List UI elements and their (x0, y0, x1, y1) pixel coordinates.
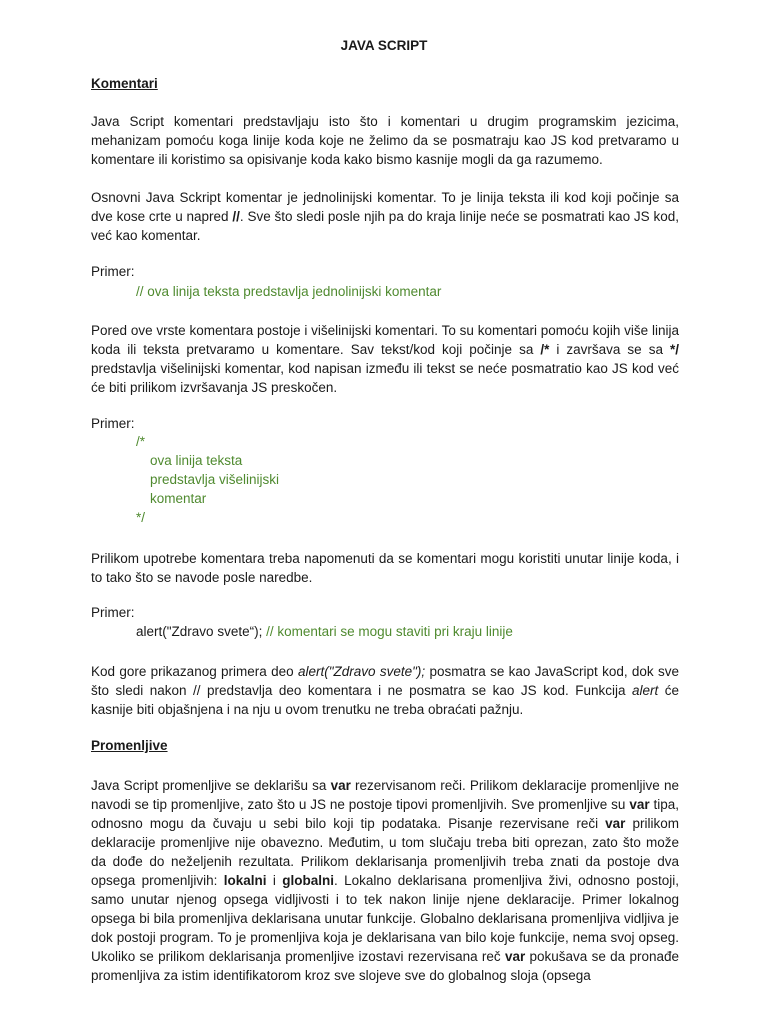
page-title: JAVA SCRIPT (340, 38, 428, 53)
paragraph-example-explanation: Kod gore prikazanog primera deo alert("Zdravo svete"); posmatra se kao JavaScript kod, dok sve što sledi nakon // predstavlja deo komentara i ne posmatra se kao JS kod. Funkcija alert će kasnije biti objašnjena i na nju u ovom trenutku ne treba obraćati pažnju. (91, 664, 680, 717)
paragraph-inline-comment: Prilikom upotrebe komentara treba napomenuti da se komentari mogu koristiti unutar linije koda, i to tako što se navode posle naredbe. (91, 551, 679, 585)
code-inline-example: alert("Zdravo svete“); // komentari se mogu staviti pri kraju linije (136, 624, 513, 639)
paragraph-promenljive: Java Script promenljive se deklarišu sa var rezervisanom reči. Prilikom deklaracije promenljive ne navodi se tip promenljive, zato što u JS ne postoje tipovi promenljivih. Sve promenljive su var tipa, odnosno mogu da čuvaju u sebi bilo koji tip podataka. Pisanje rezervisane reči var prilikom deklaracije promenljive nije obavezno. Međutim, u tom slučaju treba biti oprezan, zato što može da dođe do neželjenih rezultata. Prilikom deklarisanja promenljivih treba znati da postoje dva opsega promenljivih: lokalni i globalni. Lokalno deklarisana promenljiva živi, odnosno postoji, samo unutar njenog opsega vidljivosti i to tek nakon linije njene deklaracije. Primer lokalnog opsega bi bila promenljiva deklarisana unutar funkcije. Globalno deklarisana promenljiva vidljiva je dok postoji program. To je promenljiva koja je deklarisana van bilo koje funkcije, nema svoj opseg. Ukoliko se prilikom deklarisanja promenljive izostavi rezervisana reč var pokušava se da pronađe promenljiva za istim identifikatorom kroz sve slojeve sve do globalnog sloja (opsega (91, 778, 679, 983)
example-label-3: Primer: (91, 605, 135, 620)
code-comment-close: */ (136, 510, 146, 525)
code-comment-line: predstavlja višelinijski (150, 472, 280, 487)
code-single-line-comment: // ova linija teksta predstavlja jednolinijski komentar (136, 284, 442, 299)
example-label-2: Primer: (91, 416, 135, 431)
example-label-1: Primer: (91, 264, 135, 279)
code-comment-line: komentar (150, 491, 207, 506)
code-comment-open: /* (136, 434, 146, 449)
code-comment-line: ova linija teksta (150, 453, 243, 468)
paragraph-multi-line-comment: Pored ove vrste komentara postoje i višelinijski komentari. To su komentari pomoću kojih više linija koda ili teksta pretvaramo u komentare. Sav tekst/kod koji počinje sa /* i završava se sa */ predstavlja višelinijski komentar, kod napisan između ili tekst se neće posmatratio kao JS kod već će biti prilikom izvršavanja JS preskočen. (91, 323, 679, 395)
heading-komentari: Komentari (91, 76, 158, 91)
paragraph-komentari-intro: Java Script komentari predstavljaju isto što i komentari u drugim programskim jezicima, mehanizam pomoću koga linije koda koje ne želimo da se posmatraju kao JS kod pretvaramo u komentare ili koristimo sa opisivanje koda kako bismo kasnije mogli da ga razumemo. (91, 114, 679, 167)
heading-promenljive: Promenljive (91, 738, 168, 753)
paragraph-single-line-comment: Osnovni Java Sckript komentar je jednolinijski komentar. To je linija teksta ili kod koji počinje sa dve kose crte u napred //. Sve što sledi posle njih pa do kraja linije neće se posmatrati kao JS kod, već kao komentar. (91, 190, 679, 243)
